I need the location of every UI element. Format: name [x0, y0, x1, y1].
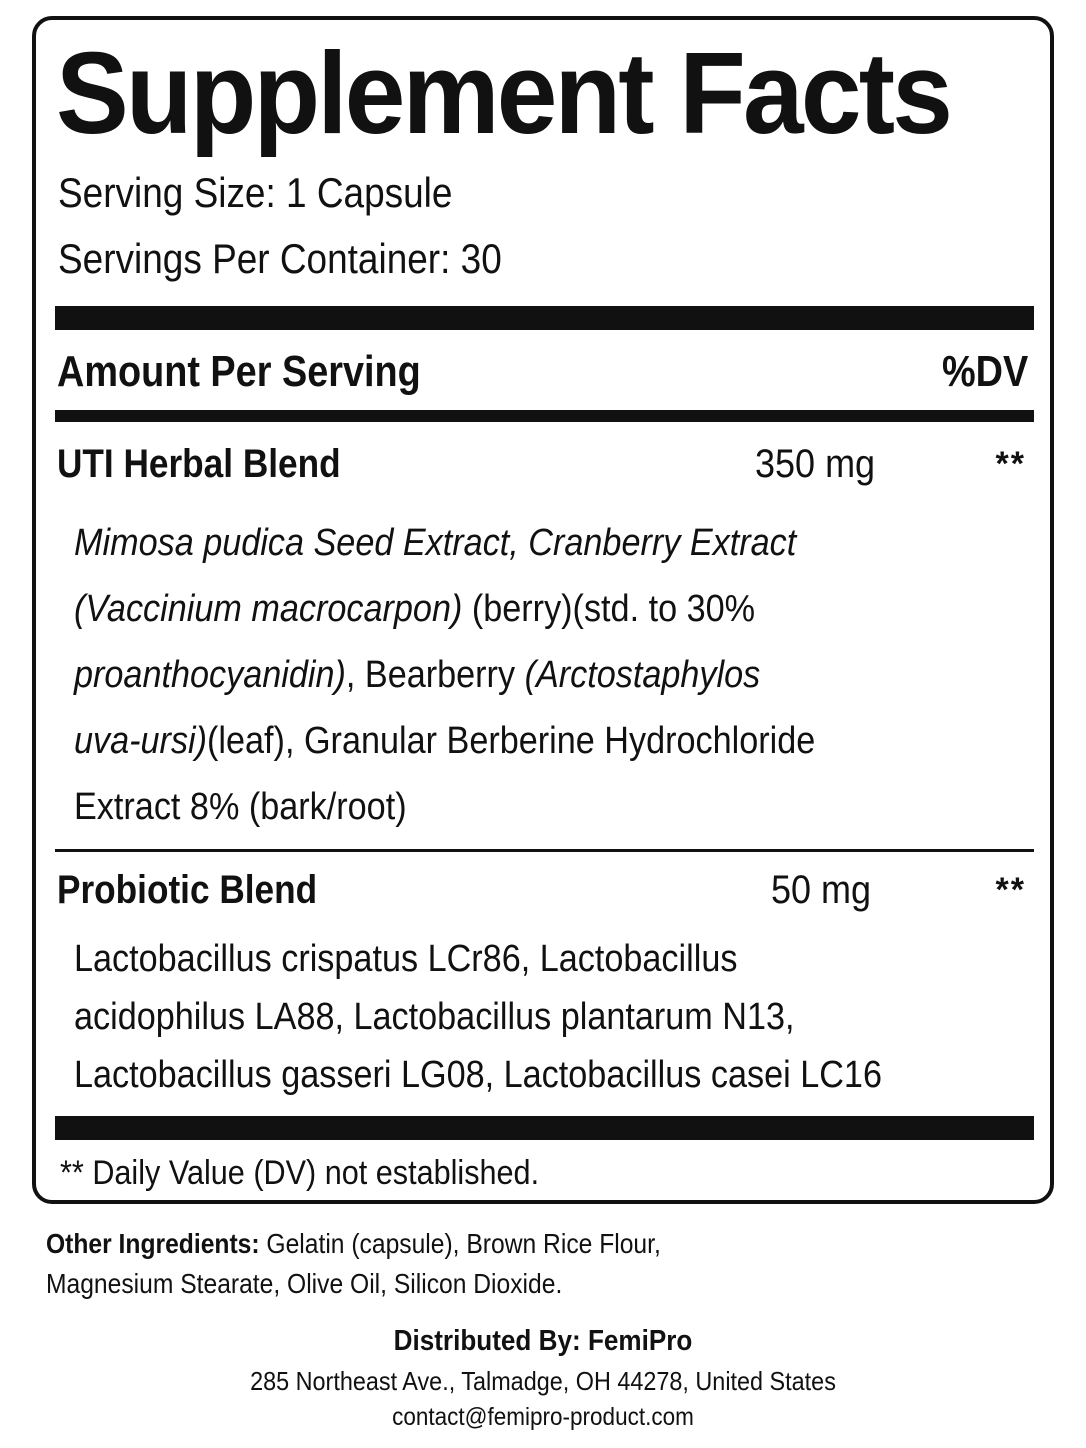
ingredient-segment: Lactobacillus gasseri LG08, Lactobacillus casei LC16 — [74, 1054, 882, 1096]
panel-title: Supplement Facts — [56, 28, 951, 158]
ingredient-line — [74, 510, 884, 576]
serving-size: Serving Size: 1 Capsule — [58, 169, 453, 216]
blend-amount-uti: 350 mg — [755, 442, 876, 486]
distributor-address: 285 Northeast Ave., Talmadge, OH 44278, United States — [250, 1366, 836, 1396]
ingredient-line — [74, 774, 884, 840]
ingredient-segment: (leaf), Granular Berberine Hydrochloride — [207, 720, 816, 762]
blend-name-uti: UTI Herbal Blend — [57, 442, 341, 486]
thin-divider — [55, 849, 1034, 852]
ingredient-line — [74, 930, 884, 988]
ingredient-segment: , Bearberry — [345, 654, 525, 696]
ingredient-line — [74, 1046, 884, 1104]
ingredient-segment: (Arctostaphylos — [524, 654, 761, 696]
blend-amount-probiotic: 50 mg — [771, 868, 872, 912]
distributor-contact: contact@femipro-product.com — [392, 1403, 694, 1431]
other-ingredients-line-2: Magnesium Stearate, Olive Oil, Silicon Dioxide. — [46, 1268, 563, 1299]
ingredient-line — [74, 988, 884, 1046]
other-ingredients-text-1: Gelatin (capsule), Brown Rice Flour, — [259, 1228, 661, 1259]
ingredient-segment: Extract 8% (bark/root) — [74, 786, 407, 828]
dv-header: %DV — [941, 347, 1028, 396]
thick-divider-top — [55, 306, 1034, 330]
ingredient-segment: uva-ursi) — [74, 720, 208, 762]
dv-footnote: ** Daily Value (DV) not established. — [60, 1154, 540, 1192]
distributor-title: Distributed By: FemiPro — [393, 1325, 693, 1357]
ingredient-segment: acidophilus LA88, Lactobacillus plantarum N13, — [74, 996, 795, 1038]
other-ingredients — [46, 1224, 661, 1304]
ingredient-segment: (Vaccinium macrocarpon) — [74, 588, 463, 630]
ingredient-segment: (berry)(std. to 30% — [462, 588, 756, 630]
ingredient-line — [74, 708, 884, 774]
ingredient-line — [74, 642, 884, 708]
ingredient-line — [74, 576, 884, 642]
other-ingredients-line-1 — [46, 1224, 661, 1264]
ingredient-segment: proanthocyanidin) — [74, 654, 346, 696]
ingredients-probiotic — [74, 930, 884, 1104]
thick-divider-bottom — [55, 1116, 1034, 1140]
ingredients-uti — [74, 510, 884, 840]
ingredient-segment: Lactobacillus crispatus LCr86, Lactobacillus — [74, 938, 738, 980]
blend-dv-uti: ** — [995, 445, 1026, 483]
amount-per-serving-header: Amount Per Serving — [57, 347, 421, 396]
blend-name-probiotic: Probiotic Blend — [57, 868, 318, 912]
blend-dv-probiotic: ** — [995, 871, 1026, 909]
medium-divider — [55, 410, 1034, 422]
servings-per-container: Servings Per Container: 30 — [58, 235, 502, 282]
ingredient-segment: Mimosa pudica Seed Extract, Cranberry Extract — [74, 522, 797, 564]
other-ingredients-label: Other Ingredients: — [46, 1228, 260, 1259]
